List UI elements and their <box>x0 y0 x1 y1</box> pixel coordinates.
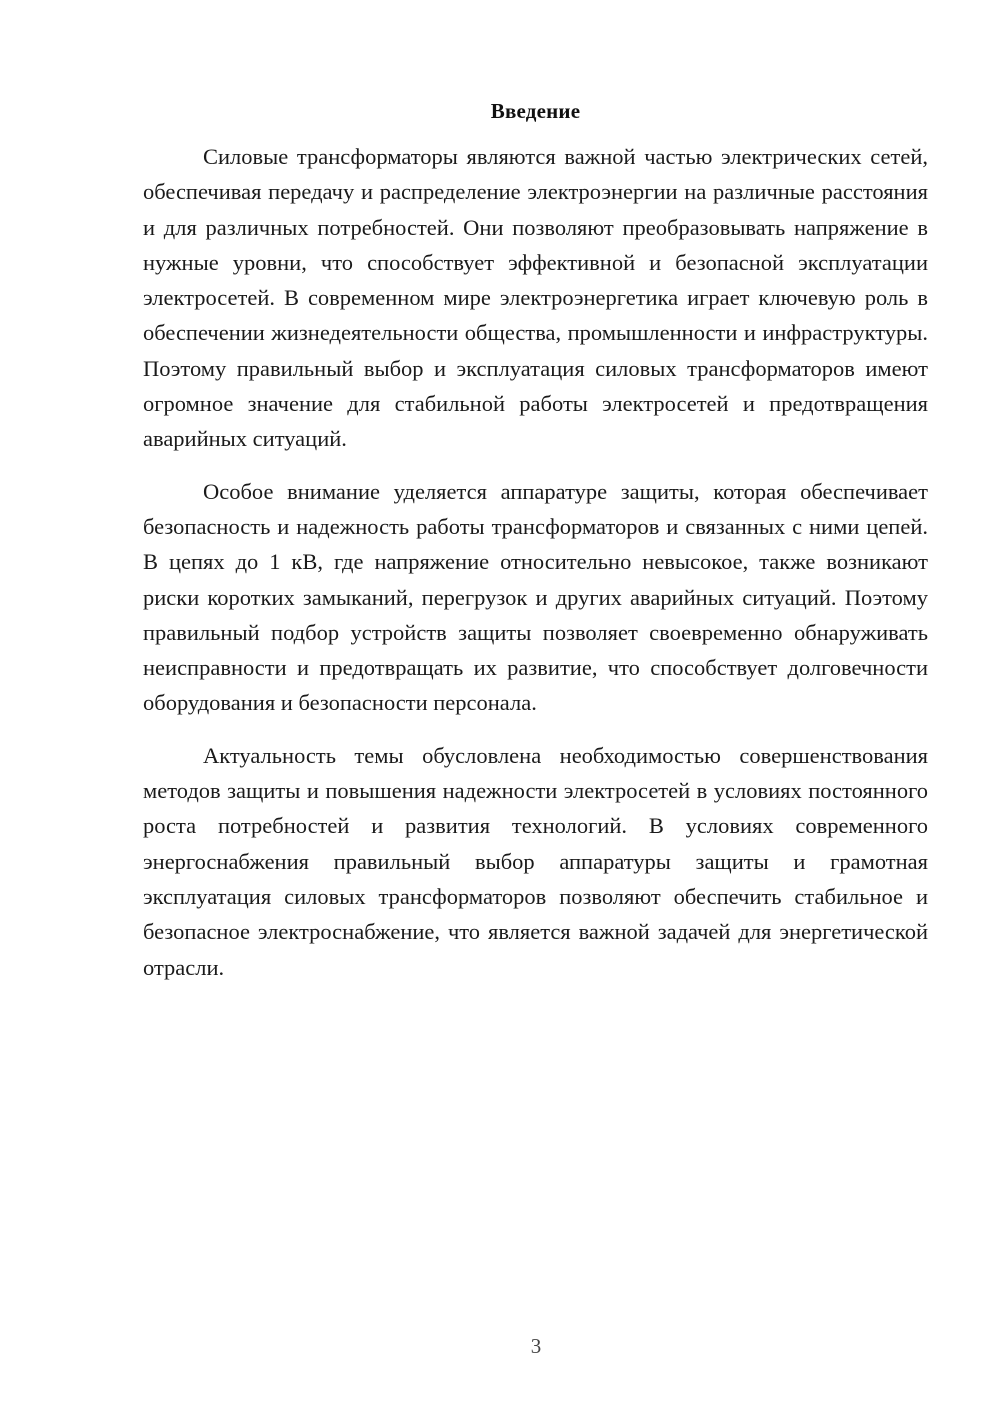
paragraph-2: Особое внимание уделяется аппаратуре защиты, которая обеспечивает безопасность и надежность работы трансформаторов и связанных с ними цепей. В цепях до 1 кВ, где напряжение относительно невысокое, также возникают риски коротких замыканий, перегрузок и других аварийных ситуаций. Поэтому правильный подбор устройств защиты позволяет своевременно обнаруживать неисправности и предотвращать их развитие, что способствует долговечности оборудования и безопасности персонала. <box>143 478 928 716</box>
paragraph-1: Силовые трансформаторы являются важной частью электрических сетей, обеспечивая передачу и распределение электроэнергии на различные расстояния и для различных потребностей. Они позволяют преобразовывать напряжение в нужные уровни, что способствует эффективной и безопасной эксплуатации электросетей. В современном мире электроэнергетика играет ключевую роль в обеспечении жизнедеятельности общества, промышленности и инфраструктуры. Поэтому правильный выбор и эксплуатация силовых трансформаторов имеют огромное значение для стабильной работы электросетей и предотвращения аварийных ситуаций. <box>143 144 928 452</box>
page-number: 3 <box>530 1334 542 1358</box>
section-heading: Введение <box>490 99 581 123</box>
paragraph-3: Актуальность темы обусловлена необходимостью совершенствования методов защиты и повышения надежности электросетей в условиях постоянного роста потребностей и развития технологий. В условиях современного энергоснабжения правильный выбор аппаратуры защиты и грамотная эксплуатация силовых трансформаторов позволяют обеспечить стабильное и безопасное электроснабжение, что является важной задачей для энергетической отрасли. <box>143 742 928 980</box>
page-content <box>143 97 928 1002</box>
